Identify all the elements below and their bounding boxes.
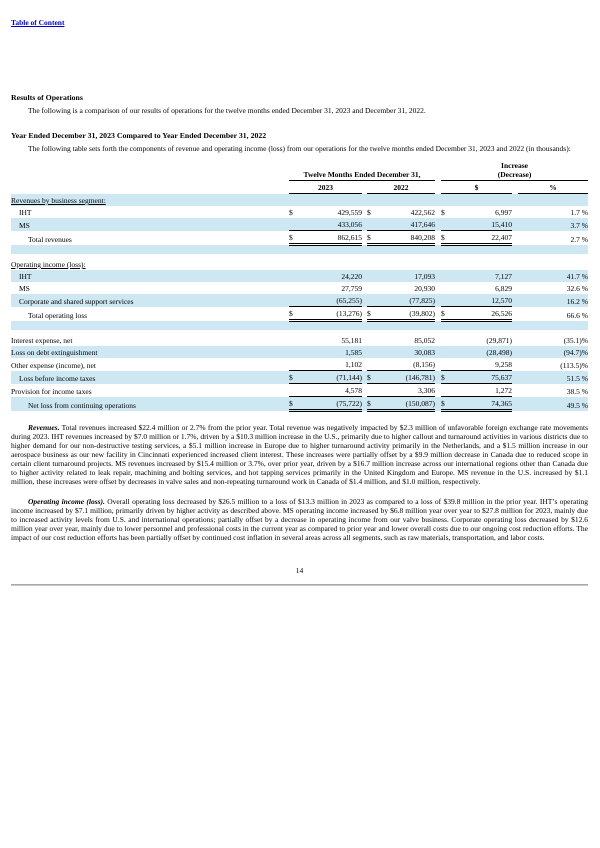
value-2023: 1,585 <box>345 348 362 357</box>
value-2022: 3,306 <box>367 384 435 397</box>
value-percent: (35.1)% <box>563 336 589 345</box>
value-2023: (65,255) <box>289 294 362 307</box>
value-increase: $ 6,997 <box>441 208 513 217</box>
table-row <box>11 231 588 245</box>
revenues-paragraph <box>11 423 588 486</box>
value-percent: 66.6 % <box>566 310 589 320</box>
value-increase: 1,272 <box>441 384 512 397</box>
table-row <box>11 282 588 294</box>
row-label: Corporate and shared support services <box>19 296 134 306</box>
value-2022: $ (39,802) <box>367 307 435 321</box>
value-2023: 433,056 <box>289 218 362 231</box>
section-label-cell <box>11 194 588 207</box>
dollar-sign: $ <box>289 233 293 242</box>
table-row <box>11 358 588 371</box>
group-header-row <box>11 162 588 181</box>
table-row <box>11 307 588 321</box>
dollar-sign: $ <box>289 309 293 318</box>
row-label: MS <box>19 284 30 293</box>
value-percent: 51.5 % <box>566 373 589 383</box>
value-2022: 30,083 <box>414 348 436 357</box>
value-increase: (28,498) <box>486 348 513 357</box>
increase-group-header <box>441 162 588 181</box>
value-increase: (29,871) <box>486 336 513 345</box>
value-percent: (94.7)% <box>563 348 589 357</box>
value-percent: 41.7 % <box>566 272 589 281</box>
value-2023: 4,578 <box>289 384 362 397</box>
dollar-sign: $ <box>289 399 293 408</box>
value-2022: (77,825) <box>367 294 435 307</box>
financial-table <box>11 162 588 412</box>
table-section-row <box>11 194 588 207</box>
value-2022: 417,646 <box>367 218 435 231</box>
operating-income-paragraph <box>11 497 588 542</box>
table-header <box>11 162 588 194</box>
value-percent: 1.7 % <box>570 208 589 217</box>
value-increase: 6,829 <box>495 284 513 293</box>
value-increase: $ 22,407 <box>441 231 512 245</box>
table-intro-paragraph: The following table sets forth the components of revenue and operating income (loss) from our operations for the twelve months ended December 31, 2023 and 2022 (in thousands): <box>28 144 571 153</box>
value-2023: 55,181 <box>341 336 362 345</box>
value-percent: 16.2 % <box>566 296 589 306</box>
row-label: Provision for income taxes <box>11 386 92 396</box>
value-percent: 3.7 % <box>570 220 589 230</box>
value-2022: 20,930 <box>414 284 436 293</box>
page-edge-divider <box>11 584 588 586</box>
table-row <box>11 397 588 411</box>
value-increase: 9,258 <box>441 358 512 371</box>
value-increase: 12,570 <box>441 294 512 307</box>
increase-header-line1: Increase <box>501 161 528 170</box>
header-label-spacer <box>11 162 289 181</box>
col-header-2023: 2023 <box>289 181 362 194</box>
value-2023: 24,220 <box>341 272 362 281</box>
value-percent: 32.6 % <box>566 284 589 293</box>
value-percent: 38.5 % <box>566 386 589 396</box>
dollar-sign: $ <box>441 233 445 242</box>
value-2022: 85,052 <box>414 336 436 345</box>
value-increase: 7,127 <box>495 272 513 281</box>
value-increase: $ 75,637 <box>441 371 512 384</box>
subsection-title: Year Ended December 31, 2023 Compared to Year Ended December 31, 2022 <box>11 131 267 140</box>
col-header-increase-percent: % <box>518 181 588 194</box>
section-title: Results of Operations <box>11 93 83 102</box>
value-2022: $ (146,781) <box>367 371 435 384</box>
page-number: 14 <box>295 566 304 575</box>
table-row <box>11 371 588 384</box>
dollar-sign: $ <box>367 233 371 242</box>
value-2023: $ (71,144) <box>289 371 362 384</box>
section-label-cell <box>11 254 588 270</box>
column-header-row <box>11 181 588 194</box>
value-increase: 15,410 <box>441 218 512 231</box>
table-row <box>11 384 588 397</box>
table-row <box>11 346 588 358</box>
table-spacer-row <box>11 321 588 331</box>
value-2023: $ 429,559 <box>289 208 362 217</box>
value-percent: 49.5 % <box>566 400 589 410</box>
dollar-sign: $ <box>289 208 293 217</box>
period-group-header: Twelve Months Ended December 31, <box>289 162 435 181</box>
dollar-sign: $ <box>367 208 371 217</box>
value-2022: $ 422,562 <box>367 208 436 217</box>
row-label: IHT <box>19 208 32 217</box>
row-label: Total operating loss <box>28 310 88 320</box>
value-2023: 1,102 <box>289 358 362 371</box>
value-percent: 2.7 % <box>570 234 589 244</box>
dollar-sign: $ <box>441 309 445 318</box>
row-label: Net loss from continuing operations <box>28 400 136 410</box>
col-header-2022: 2022 <box>367 181 435 194</box>
table-row <box>11 218 588 231</box>
increase-header-line2: (Decrease) <box>497 169 532 179</box>
dollar-sign: $ <box>367 309 371 318</box>
dollar-sign: $ <box>441 399 445 408</box>
operating-income-lead: Operating income (loss). <box>28 497 105 506</box>
dollar-sign: $ <box>441 373 445 382</box>
table-row <box>11 330 588 346</box>
value-2022: $ 840,208 <box>367 231 435 245</box>
value-increase: $ 74,365 <box>441 397 512 411</box>
dollar-sign: $ <box>289 373 293 382</box>
dollar-sign: $ <box>367 399 371 408</box>
row-label: Other expense (income), net <box>11 360 96 370</box>
col-header-increase-dollar: $ <box>441 181 512 194</box>
table-row <box>11 294 588 307</box>
value-2022: 17,093 <box>414 272 436 281</box>
dollar-sign: $ <box>441 208 445 217</box>
row-label: Loss before income taxes <box>19 373 96 383</box>
table-row <box>11 270 588 282</box>
revenues-text: Total revenues increased $22.4 million or 2.7% from the prior year. Total revenue was negatively impacted by $2.3 million of unfavorable foreign exchange rate movements during 2023. IHT revenues increased by $7.0 million or 1.7%, driven by a $10.3 million increase in the U.S., primarily due to higher callout and turnaround activities in various districts due to higher demand for our non-destructive testing services, a $5.1 million increase in Europe due to higher turnaround activity primarily in the Netherlands, and a $1.5 million increase in our aerospace business as our new facility in Cincinnati experienced increased client interest. These increases were partially offset by a $9.9 million decrease in Canada due to reduced scope in certain client turnaround projects. MS revenues increased by $15.4 million or 3.7%, over prior year, driven by a $16.7 million increase across our international regions other than Canada due to higher activity related to leak repair, machining and bolting services, and hot tapping services primarily in the United Kingdom and Europe. MS revenue in the U.S. increased by $1.1 million, these increases were offset by decreases in valve sales and non-repeating turnaround work in Canada of $1.4 million, and $1.0 million, respectively. <box>11 423 588 486</box>
value-percent: (113.5)% <box>560 360 589 370</box>
header-label-spacer <box>11 181 289 194</box>
value-2022: (8,156) <box>367 358 435 371</box>
revenues-lead: Revenues. <box>28 423 60 432</box>
value-increase: $ 26,526 <box>441 307 512 321</box>
row-label: Interest expense, net <box>11 336 73 345</box>
section-label: Revenues by business segment: <box>11 196 106 205</box>
table-of-contents-link[interactable]: Table of Content <box>11 18 65 27</box>
value-2022: $ (150,087) <box>367 397 435 411</box>
table-body <box>11 194 588 411</box>
dollar-sign: $ <box>367 373 371 382</box>
value-2023: $ (75,722) <box>289 397 362 411</box>
spacer-cell <box>11 245 588 255</box>
table-spacer-row <box>11 245 588 255</box>
value-2023: $ 862,615 <box>289 231 362 245</box>
row-label: Loss on debt extinguishment <box>11 348 98 357</box>
row-label: Total revenues <box>28 234 72 244</box>
table-section-row <box>11 254 588 270</box>
row-label: MS <box>19 220 30 230</box>
row-label: IHT <box>19 272 32 281</box>
value-2023: 27,759 <box>341 284 362 293</box>
section-label: Operating income (loss): <box>11 260 86 269</box>
intro-paragraph: The following is a comparison of our results of operations for the twelve months ended December 31, 2023 and December 31, 2022. <box>28 106 426 115</box>
table-row <box>11 206 588 218</box>
spacer-cell <box>11 321 588 331</box>
operating-income-text: Overall operating loss decreased by $26.5 million to a loss of $13.3 million in 2023 as compared to a loss of $39.8 million in the prior year. IHT’s operating income increased by $7.1 million, primarily driven by higher activity as described above. MS operating income increased by $6.8 million year over year to $27.8 million for 2023, mainly due to increased activity levels from U.S. and international operations; partially offset by a decrease in operating income from our valve business. Corporate operating loss decreased by $12.6 million year over year, mainly due to lower personnel and professional costs in the current year as compared to prior year and lower overall costs due to our ongoing cost reduction efforts. The impact of our cost reduction efforts has been partially offset by continued cost inflation in several areas across all segments, such as raw materials, transportation, and labor costs. <box>11 497 589 542</box>
value-2023: $ (13,276) <box>289 307 362 321</box>
